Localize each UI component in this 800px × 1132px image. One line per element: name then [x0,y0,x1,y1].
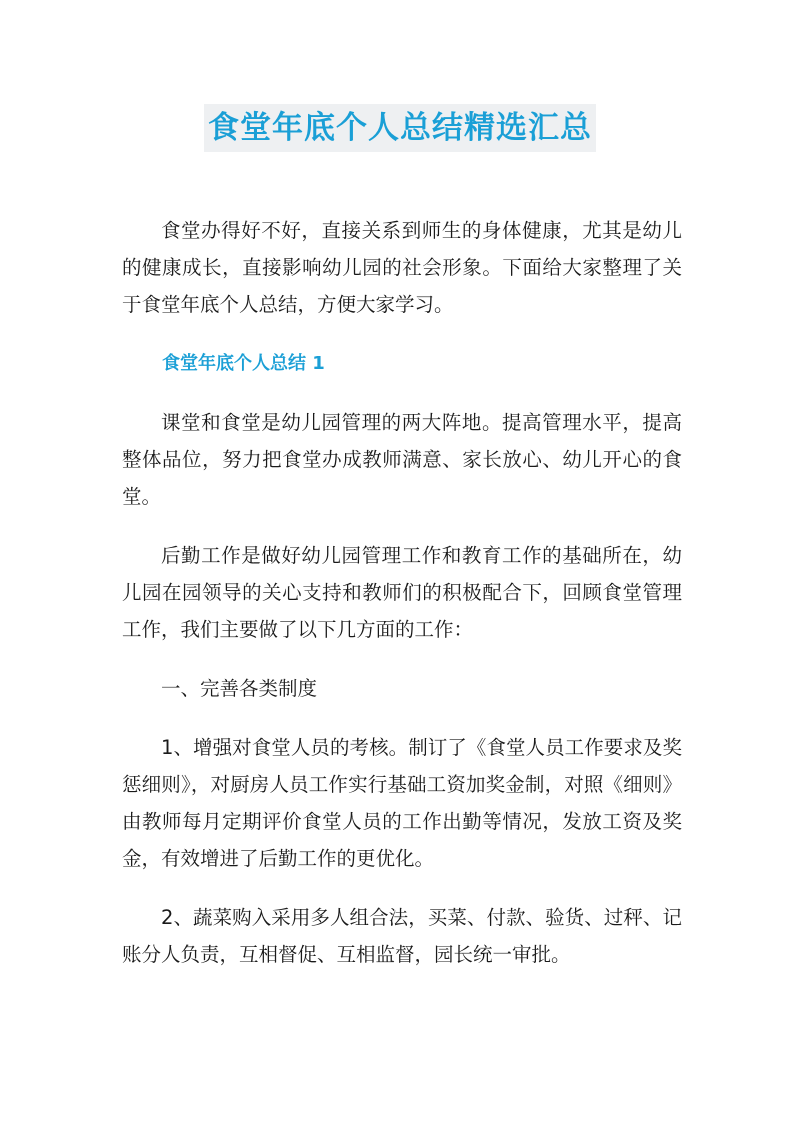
document-body [122,212,682,995]
title-wrap [0,104,800,152]
subheading-paragraph: 一、完善各类制度 [161,677,318,700]
body-paragraph: 课堂和食堂是幼儿园管理的两大阵地。提高管理水平，提高整体品位，努力把食堂办成教师满意、家长放心、幼儿开心的食堂。 [122,411,682,508]
page-title: 食堂年底个人总结精选汇总 [204,104,596,152]
body-paragraph: 1、增强对食堂人员的考核。制订了《食堂人员工作要求及奖惩细则》，对厨房人员工作实行基础工资加奖金制，对照《细则》由教师每月定期评价食堂人员的工作出勤等情况，发放工资及奖金，有效增进了后勤工作的更优化。 [122,736,682,870]
intro-paragraph: 食堂办得好不好，直接关系到师生的身体健康，尤其是幼儿的健康成长，直接影响幼儿园的社会形象。下面给大家整理了关于食堂年底个人总结，方便大家学习。 [122,219,682,316]
section-heading: 食堂年底个人总结 1 [162,353,325,374]
body-paragraph: 后勤工作是做好幼儿园管理工作和教育工作的基础所在，幼儿园在园领导的关心支持和教师们的积极配合下，回顾食堂管理工作，我们主要做了以下几方面的工作： [122,544,682,641]
body-paragraph: 2、蔬菜购入采用多人组合法，买菜、付款、验货、过秤、记账分人负责，互相督促、互相监督，园长统一审批。 [122,906,682,966]
